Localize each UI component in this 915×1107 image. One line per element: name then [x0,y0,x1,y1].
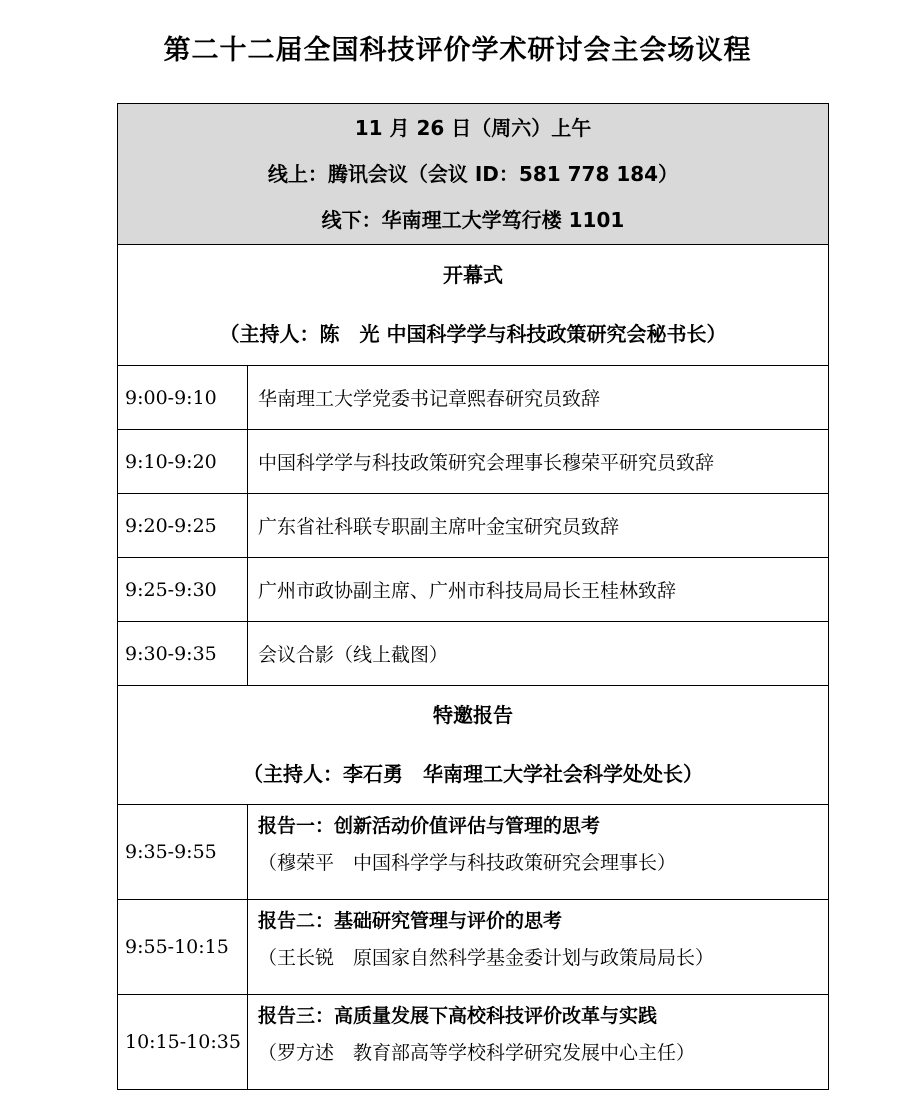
section-opening [118,245,829,366]
report-cell [248,805,829,900]
header-online: 线上：腾讯会议（会议 ID：581 778 184） [267,162,679,186]
section-row [118,686,829,805]
report-cell [248,995,829,1090]
time-cell: 10:15-10:35 [118,995,248,1090]
page-title: 第二十二届全国科技评价学术研讨会主会场议程 [163,35,752,66]
report-title: 报告三：高质量发展下高校科技评价改革与实践 [258,1005,658,1027]
report-speaker: （穆荣平 中国科学学与科技政策研究会理事长） [258,852,677,874]
table-row [118,366,829,430]
section-host: （主持人：李石勇 华南理工大学社会科学处处长） [243,762,703,786]
report-row [118,805,829,900]
report-title: 报告二：基础研究管理与评价的思考 [258,910,563,932]
desc-cell: 华南理工大学党委书记章熙春研究员致辞 [248,366,829,430]
report-row [118,900,829,995]
report-speaker: （罗方述 教育部高等学校科学研究发展中心主任） [258,1042,696,1064]
section-title: 开幕式 [443,263,503,287]
desc-cell: 广州市政协副主席、广州市科技局局长王桂林致辞 [248,558,829,622]
time-cell: 9:00-9:10 [118,366,248,430]
time-cell: 9:35-9:55 [118,805,248,900]
section-row [118,245,829,366]
agenda-table [117,103,829,1090]
section-host: （主持人：陈 光 中国科学学与科技政策研究会秘书长） [219,322,727,346]
desc-cell: 会议合影（线上截图） [248,622,829,686]
section-title: 特邀报告 [433,703,513,727]
report-row [118,995,829,1090]
header-date: 11 月 26 日（周六）上午 [354,116,592,140]
time-cell: 9:10-9:20 [118,430,248,494]
report-speaker: （王长锐 原国家自然科学基金委计划与政策局局长） [258,947,715,969]
header-row [118,104,829,245]
desc-cell: 广东省社科联专职副主席叶金宝研究员致辞 [248,494,829,558]
report-cell [248,900,829,995]
header-offline: 线下：华南理工大学笃行楼 1101 [321,208,625,232]
time-cell: 9:30-9:35 [118,622,248,686]
time-cell: 9:55-10:15 [118,900,248,995]
time-cell: 9:25-9:30 [118,558,248,622]
table-row [118,430,829,494]
time-cell: 9:20-9:25 [118,494,248,558]
table-row [118,622,829,686]
header-cell [118,104,829,245]
desc-cell: 中国科学学与科技政策研究会理事长穆荣平研究员致辞 [248,430,829,494]
table-row [118,558,829,622]
table-row [118,494,829,558]
section-keynote [118,686,829,805]
report-title: 报告一：创新活动价值评估与管理的思考 [258,815,601,837]
